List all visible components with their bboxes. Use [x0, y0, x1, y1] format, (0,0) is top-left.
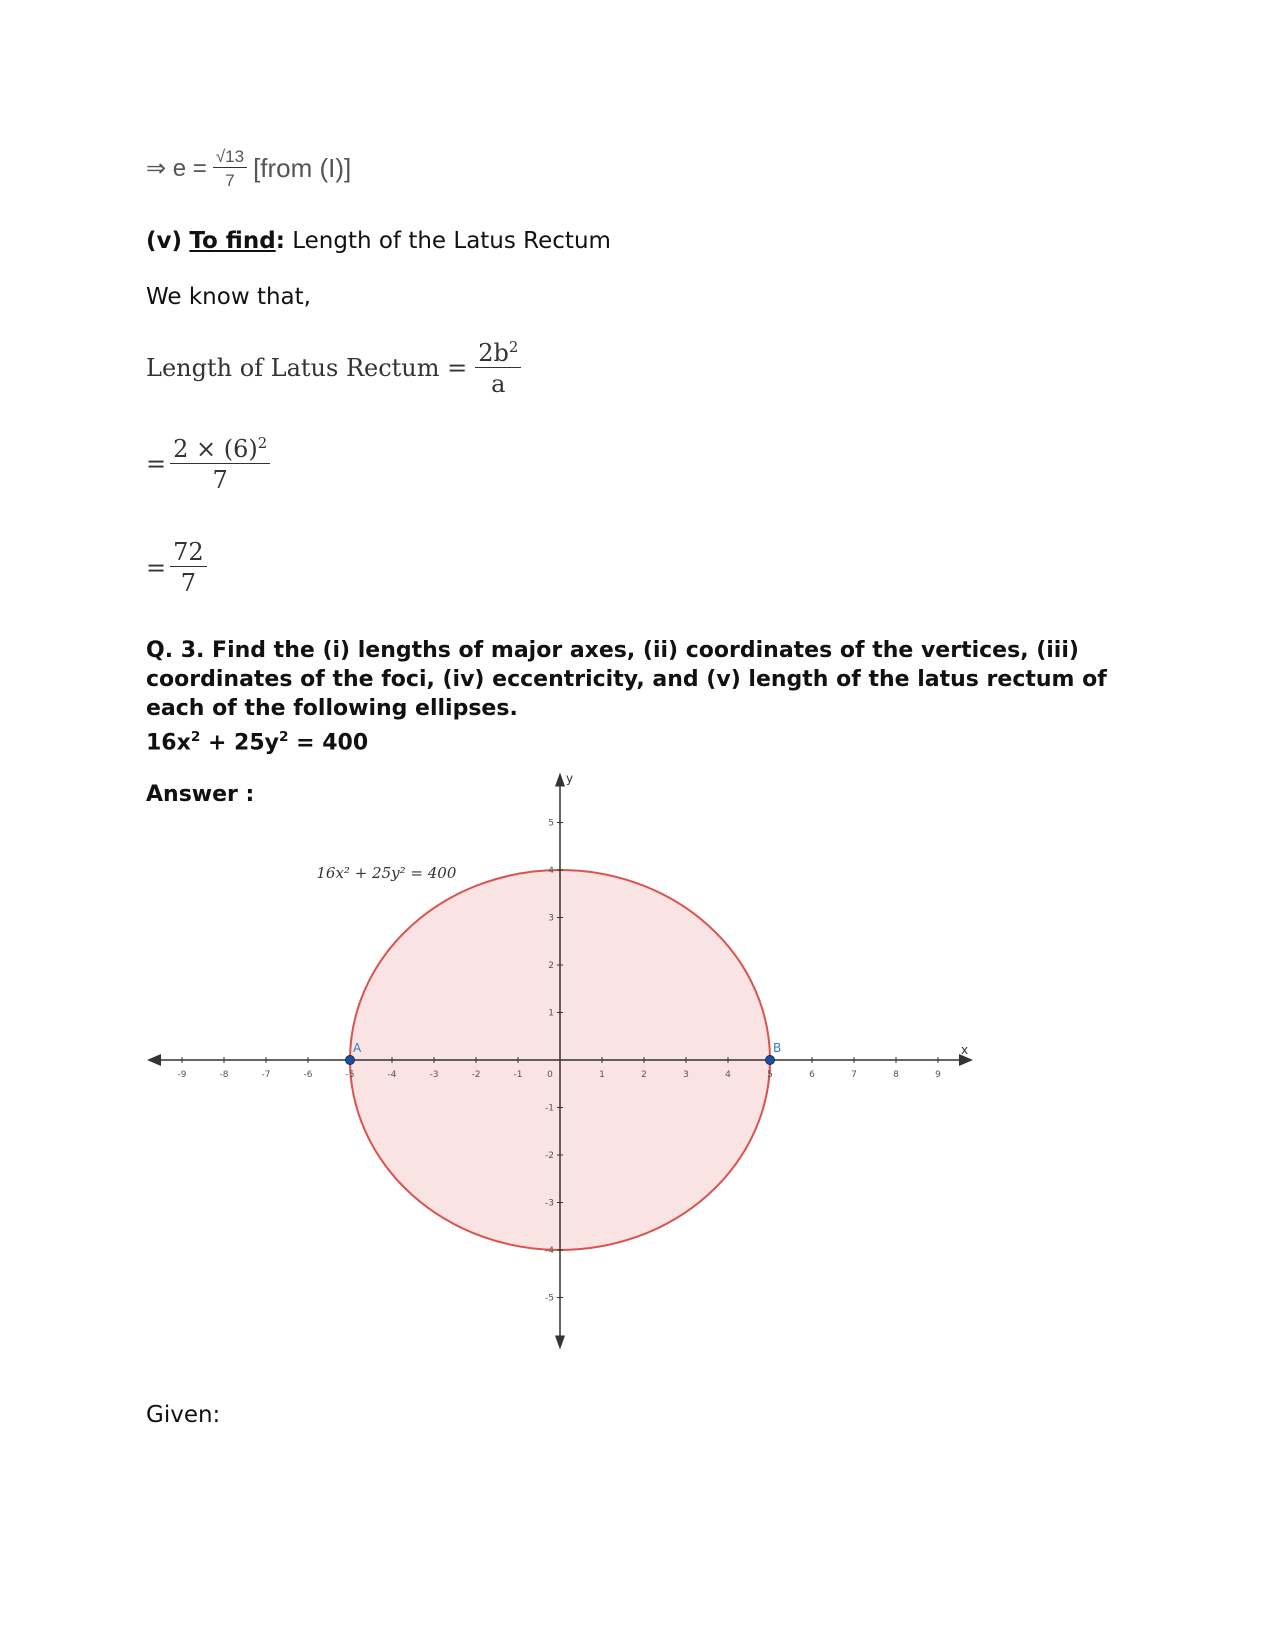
y-tick-label: -5 — [545, 1293, 554, 1304]
x-tick-label: -2 — [471, 1070, 481, 1080]
x-tick-label: -5 — [345, 1070, 355, 1080]
origin-label: 0 — [547, 1070, 553, 1080]
latus-formula-lhs: Length of Latus Rectum = — [146, 354, 468, 382]
x-axis-arrow-left — [147, 1054, 161, 1066]
x-tick-label: -8 — [219, 1070, 229, 1080]
y-tick-label: 5 — [548, 818, 554, 829]
step-two — [146, 540, 207, 595]
eccentricity-numerator: √13 — [213, 148, 247, 168]
latus-formula-denominator: a — [491, 370, 506, 398]
eccentricity-note: [from (I)] — [253, 153, 352, 183]
y-tick-label: 1 — [548, 1008, 554, 1019]
question-eq-exp-2: 2 — [279, 729, 289, 745]
step-two-denominator: 7 — [180, 569, 197, 597]
x-tick-label: 1 — [599, 1070, 605, 1080]
question-eq-exp-1: 2 — [190, 729, 201, 745]
implies-e-equals: ⇒ e = — [146, 155, 207, 182]
x-tick-label: 2 — [641, 1070, 647, 1080]
x-tick-label: 4 — [725, 1070, 731, 1080]
given-label: Given: — [146, 1402, 221, 1428]
eccentricity-denominator: 7 — [225, 171, 235, 190]
step-two-fraction — [170, 540, 207, 595]
y-tick-label: -1 — [545, 1103, 554, 1114]
step-one-exponent: 2 — [257, 434, 268, 452]
part-v-label: (v) — [146, 228, 183, 254]
eccentricity-fraction — [213, 148, 247, 189]
we-know-text: We know that, — [146, 284, 311, 310]
y-axis-label: y — [566, 771, 574, 786]
y-axis-arrow-top — [555, 773, 565, 787]
x-tick-label: -7 — [261, 1070, 271, 1080]
part-v-text: Length of the Latus Rectum — [292, 228, 611, 254]
point-label-b: B — [773, 1041, 782, 1055]
to-find-colon: : — [275, 228, 285, 254]
y-tick-label: -4 — [545, 1246, 554, 1256]
x-tick-label: 7 — [851, 1070, 857, 1080]
y-tick-label: -2 — [545, 1151, 554, 1161]
x-tick-label: -6 — [303, 1070, 313, 1080]
step-two-numerator: 72 — [170, 540, 207, 567]
x-axis-label: x — [961, 1043, 969, 1057]
question-3-text: Q. 3. Find the (i) lengths of major axes, (ii) coordinates of the vertices, (iii) coordinates of the foci, (iv) eccentricity, and (v) length of the latus rectum of each of the following ellipses. — [146, 638, 1107, 721]
step-one-equals: = — [146, 450, 167, 478]
x-tick-label: -3 — [429, 1070, 439, 1080]
latus-formula-exponent: 2 — [508, 338, 519, 356]
to-find-label: To find — [189, 228, 276, 254]
latus-rectum-formula — [146, 340, 521, 396]
step-one-numerator: 2 × (6) — [173, 435, 258, 463]
step-one-fraction — [170, 436, 270, 492]
x-tick-label: 8 — [893, 1070, 899, 1080]
x-tick-label: -1 — [513, 1070, 523, 1080]
question-3-equation — [146, 723, 1126, 757]
answer-label: Answer : — [146, 782, 255, 807]
y-tick-label: 3 — [548, 913, 554, 924]
x-tick-label: 6 — [809, 1070, 815, 1080]
point-label-a: A — [353, 1041, 362, 1055]
x-tick-label: 9 — [935, 1070, 941, 1080]
y-tick-label: 4 — [548, 866, 554, 876]
y-tick-label: 2 — [548, 961, 554, 971]
equation-annotation: 16x² + 25y² = 400 — [316, 864, 457, 882]
point-b — [766, 1056, 775, 1065]
question-eq-16x: 16x — [146, 730, 191, 756]
latus-formula-fraction — [475, 340, 521, 396]
x-tick-label: -4 — [387, 1070, 397, 1080]
x-tick-label: -9 — [177, 1070, 187, 1080]
y-axis-arrow-bottom — [555, 1336, 565, 1350]
question-eq-25y: + 25y — [200, 730, 280, 756]
step-two-equals: = — [146, 553, 167, 582]
part-v-heading — [146, 228, 611, 254]
latus-formula-numerator: 2b — [478, 339, 509, 367]
question-eq-400: = 400 — [288, 730, 369, 756]
point-a — [346, 1056, 355, 1065]
y-tick-label: -3 — [545, 1198, 554, 1209]
x-tick-label: 5 — [767, 1070, 773, 1080]
eccentricity-line — [146, 148, 351, 189]
question-3 — [146, 636, 1126, 757]
step-one-denominator: 7 — [212, 466, 228, 494]
x-tick-label: 3 — [683, 1070, 689, 1080]
step-one — [146, 436, 270, 492]
